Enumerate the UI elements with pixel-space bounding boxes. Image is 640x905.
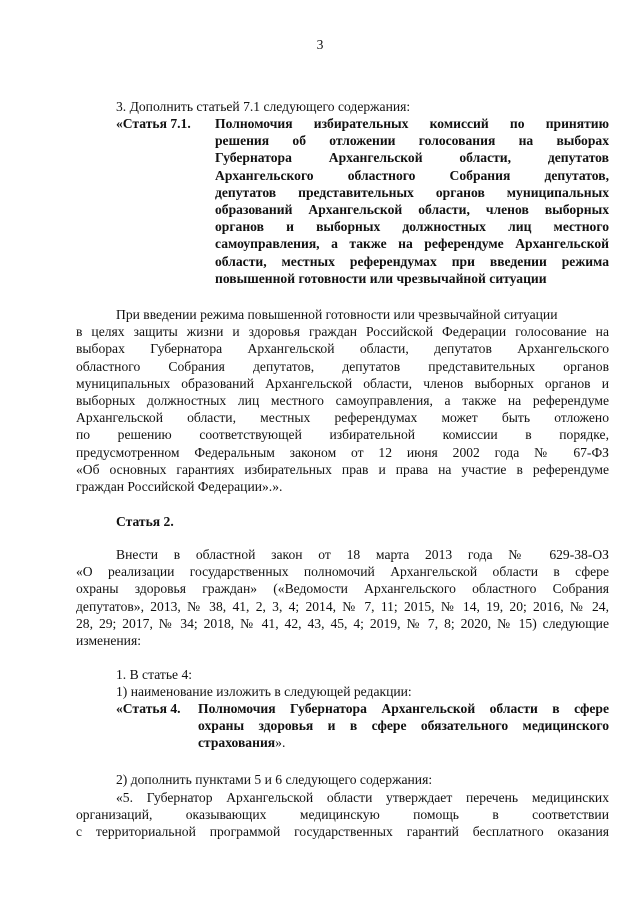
- article71-heading-line: депутатов представительных органов муниципальных: [215, 184, 609, 200]
- body-line: предусмотренном Федеральным законом от 12 июня 2002 года № 67-ФЗ: [76, 444, 609, 460]
- article71-lead: «Статья 7.1.: [116, 116, 191, 131]
- item3-intro-text: 3. Дополнить статьей 7.1 следующего содержания:: [116, 99, 411, 114]
- item1-block: [76, 666, 609, 700]
- article71-heading-line: самоуправления, а также на референдуме Архангельской: [215, 236, 609, 252]
- article4-heading: [198, 700, 609, 752]
- article4-heading-tail: ».: [275, 735, 286, 751]
- sub2-text: 2) дополнить пунктами 5 и 6 следующего содержания:: [116, 772, 433, 787]
- body-line: Внести в областной закон от 18 марта 2013 года № 629-38-ОЗ: [116, 547, 609, 562]
- body-line: организаций, оказывающих медицинскую помощь в соответствии: [76, 807, 609, 823]
- body-line: по решению соответствующей избирательной комиссии в порядке,: [76, 427, 609, 443]
- item3-intro: [76, 98, 609, 115]
- body-line: в целях защиты жизни и здоровья граждан Российской Федерации голосование на: [76, 324, 609, 340]
- article71-heading: [215, 115, 609, 287]
- article4-lead: «Статья 4.: [116, 701, 181, 716]
- sub2-block: [76, 771, 609, 788]
- body-line: «Об основных гарантиях избирательных прав и права на участие в референдуме: [76, 461, 609, 477]
- article71-heading-line: повышенной готовности или чрезвычайной ситуации: [215, 270, 547, 286]
- body-line: с территориальной программой государственных гарантий бесплатного оказания: [76, 824, 609, 840]
- body-line: граждан Российской Федерации».».: [76, 478, 283, 494]
- article4-heading-line: охраны здоровья и в сфере обязательного медицинского: [198, 718, 609, 734]
- body-line: областного Собрания депутатов, депутатов представительных органов: [76, 358, 609, 374]
- article4-heading-last: [198, 734, 609, 751]
- article71-body: [76, 306, 609, 495]
- body-line: «5. Губернатор Архангельской области утверждает перечень медицинских: [116, 790, 609, 805]
- body-line: 28, 29; 2017, № 34; 2018, № 41, 42, 43, 45, 4; 2019, № 7, 8; 2020, № 15) следующие: [76, 615, 609, 631]
- article71-heading-line: области, местных референдумах при введении режима: [215, 253, 609, 269]
- article71-heading-line: образований Архангельской области, членов выборных: [215, 201, 609, 217]
- body-line: Архангельской области, местных референдумах может быть отложено: [76, 410, 609, 426]
- article4-heading-line: Полномочия Губернатора Архангельской области в сфере: [198, 701, 609, 716]
- article2-title-block: [76, 513, 609, 530]
- article2-title: Статья 2.: [116, 514, 174, 529]
- body-line: выборах Губернатора Архангельской области, депутатов Архангельского: [76, 341, 609, 357]
- article71-heading-line: Архангельского областного Собрания депутатов,: [215, 167, 609, 183]
- body-line: депутатов», 2013, № 38, 41, 2, 3, 4; 2014, № 7, 11; 2015, № 14, 19, 20; 2016, № 24,: [76, 598, 609, 614]
- item1-text: 1. В статье 4:: [116, 667, 193, 682]
- page-number: 3: [316, 37, 324, 52]
- sub1-text: 1) наименование изложить в следующей редакции:: [116, 684, 412, 700]
- point5-block: [76, 789, 609, 841]
- article71-heading-line: Губернатора Архангельской области, депутатов: [215, 150, 609, 166]
- article4-heading-line: страхования: [198, 735, 276, 751]
- body-line: муниципальных образований Архангельской области, членов выборных органов и: [76, 375, 609, 391]
- body-line: охраны здоровья граждан» («Ведомости Архангельского областного Собрания: [76, 581, 609, 597]
- article71-heading-line: органов и выборных должностных лиц местного: [215, 219, 609, 235]
- body-line: изменения:: [76, 632, 141, 648]
- body-line: При введении режима повышенной готовности или чрезвычайной ситуации: [116, 307, 558, 322]
- article71-heading-line: решения об отложении голосования на выборах: [215, 133, 609, 149]
- article71-heading-line: Полномочия избирательных комиссий по принятию: [215, 116, 609, 131]
- body-line: выборных должностных лиц местного самоуправления, а также на референдуме: [76, 392, 609, 408]
- article2-body: [76, 546, 609, 649]
- body-line: «О реализации государственных полномочий Архангельской области в сфере: [76, 564, 609, 580]
